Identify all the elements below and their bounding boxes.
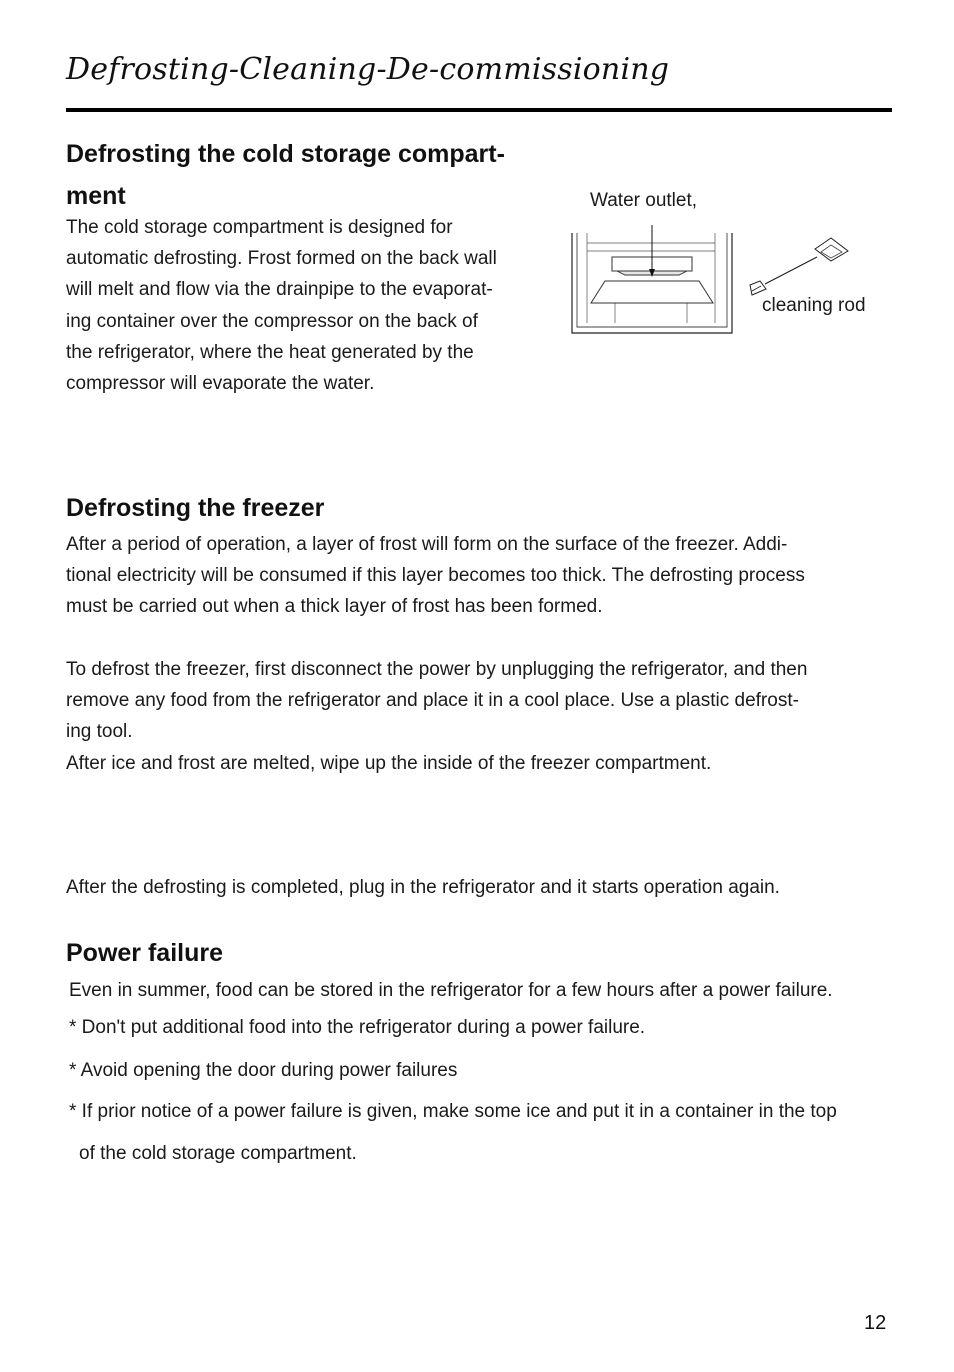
paragraph-line: ing container over the compressor on the back of bbox=[66, 310, 478, 332]
page-number: 12 bbox=[864, 1312, 887, 1334]
paragraph-line: must be carried out when a thick layer of frost has been formed. bbox=[66, 596, 603, 618]
paragraph-line: automatic defrosting. Frost formed on the back wall bbox=[66, 248, 497, 270]
cold-storage-paragraph bbox=[66, 212, 497, 399]
paragraph-line: will melt and flow via the drainpipe to the evaporat- bbox=[66, 279, 493, 301]
paragraph-line: To defrost the freezer, first disconnect the power by unplugging the refrigerator, and then bbox=[66, 659, 808, 680]
section-heading-cold-storage bbox=[66, 133, 505, 217]
power-failure-item bbox=[69, 1012, 645, 1043]
paragraph-line: ing tool. bbox=[66, 721, 133, 743]
paragraph-line: remove any food from the refrigerator and place it in a cool place. Use a plastic defrost- bbox=[66, 690, 799, 712]
page-header-title: Defrosting-Cleaning-De-commissioning bbox=[66, 52, 670, 87]
power-failure-item bbox=[69, 1096, 837, 1127]
freezer-paragraph-1 bbox=[66, 529, 805, 623]
freezer-paragraph-2 bbox=[66, 654, 807, 779]
paragraph-line: the refrigerator, where the heat generated by the bbox=[66, 341, 474, 363]
paragraph-line: Even in summer, food can be stored in the refrigerator for a few hours after a power failure. bbox=[69, 980, 833, 1001]
header-divider bbox=[66, 108, 892, 112]
paragraph-line: compressor will evaporate the water. bbox=[66, 373, 375, 395]
water-outlet-label: Water outlet, bbox=[590, 190, 698, 211]
water-outlet-diagram bbox=[565, 185, 895, 345]
paragraph-line: After a period of operation, a layer of frost will form on the surface of the freezer. Addi- bbox=[66, 534, 788, 555]
power-failure-intro bbox=[69, 975, 833, 1006]
heading-line: Defrosting the cold storage compart- bbox=[66, 140, 505, 168]
freezer-paragraph-3 bbox=[66, 872, 780, 903]
power-failure-item bbox=[69, 1055, 457, 1086]
list-item: * Don't put additional food into the refrigerator during a power failure. bbox=[69, 1017, 646, 1038]
list-item: * Avoid opening the door during power failures bbox=[69, 1060, 458, 1081]
list-item: of the cold storage compartment. bbox=[79, 1143, 357, 1164]
section-heading-freezer: Defrosting the freezer bbox=[66, 494, 325, 522]
paragraph-line: After the defrosting is completed, plug in the refrigerator and it starts operation again. bbox=[66, 877, 780, 898]
refrigerator-interior-illustration bbox=[565, 185, 895, 345]
paragraph-line: The cold storage compartment is designed for bbox=[66, 217, 453, 238]
section-heading-power-failure: Power failure bbox=[66, 939, 223, 967]
power-failure-item-continuation bbox=[79, 1138, 357, 1169]
heading-line: ment bbox=[66, 182, 126, 210]
paragraph-line: tional electricity will be consumed if this layer becomes too thick. The defrosting process bbox=[66, 565, 805, 587]
cleaning-rod-label: cleaning rod bbox=[762, 295, 866, 316]
paragraph-line: After ice and frost are melted, wipe up the inside of the freezer compartment. bbox=[66, 752, 712, 774]
list-item: * If prior notice of a power failure is given, make some ice and put it in a container in the top bbox=[69, 1101, 837, 1122]
